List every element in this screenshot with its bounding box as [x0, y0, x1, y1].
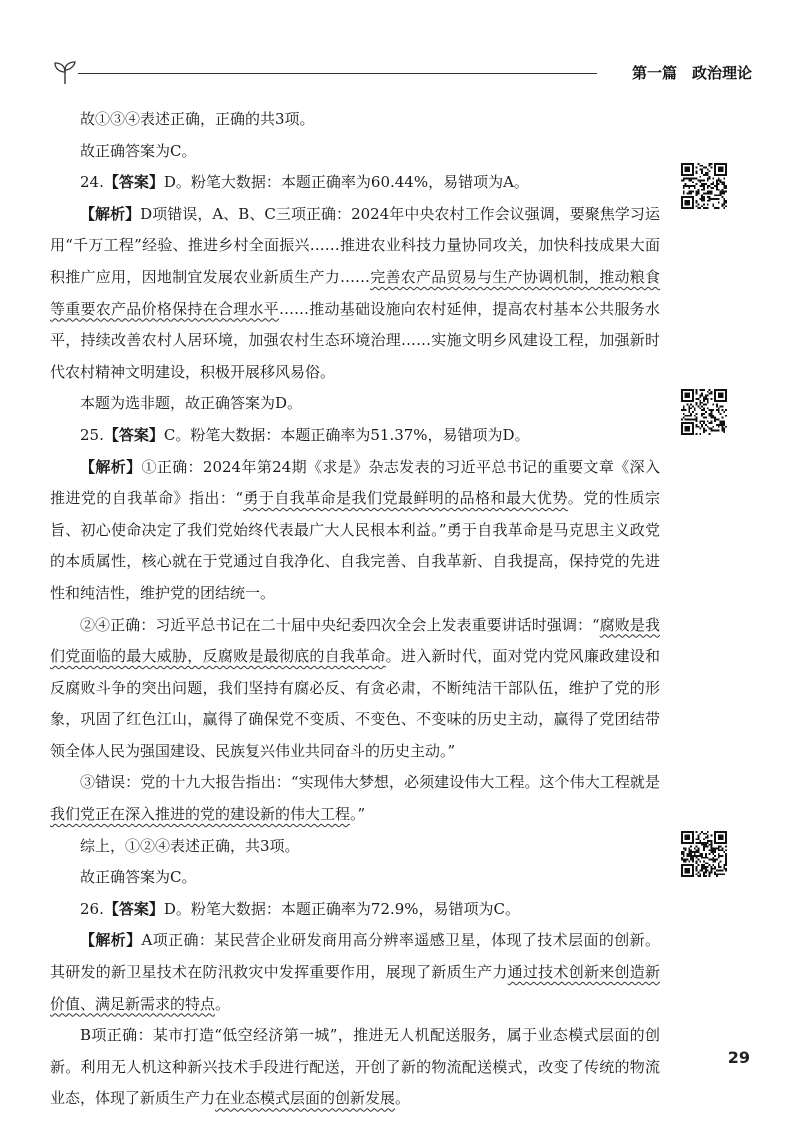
paragraph: 故正确答案为C。 — [80, 868, 197, 887]
paragraph: 故正确答案为C。 — [80, 141, 197, 160]
page-body — [50, 104, 660, 1115]
analysis-26-part2: B项正确：某市打造“低空经济第一城”，推进无人机配送服务，属于业态模式层面的创新。利用无人机这种新兴技术手段进行配送，开创了新的物流配送模式，改变了传统的物流业态，体现了新质生产力在业态模式层面的创新发展。 — [50, 1026, 660, 1108]
header-rule — [78, 73, 597, 74]
answer-24: 24.【答案】D。粉笔大数据：本题正确率为60.44%，易错项为A。 — [80, 173, 529, 192]
analysis-26: 【解析】A项正确：某民营企业研发商用高分辨率遥感卫星，体现了技术层面的创新。其研发的新卫星技术在防汛救灾中发挥重要作用，展现了新质生产力通过技术创新来创造新价值、满足新需求的特点。 — [50, 931, 660, 1013]
paragraph: 故①③④表述正确，正确的共3项。 — [80, 110, 315, 128]
page-header — [52, 60, 752, 90]
analysis-25: 【解析】①正确：2024年第24期《求是》杂志发表的习近平总书记的重要文章《深入推进党的自我革命》指出：“勇于自我革命是我们党最鲜明的品格和最大优势。党的性质宗旨、初心使命决定了我们党始终代表最广大人民根本利益。”勇于自我革命是马克思主义政党的本质属性，核心就在于党通过自我净化、自我完善、自我革新、自我提高，保持党的先进性和纯洁性，维护党的团结统一。 — [50, 457, 660, 602]
page-number: 29 — [727, 1048, 750, 1067]
qr-code-icon[interactable] — [681, 163, 727, 209]
paragraph: 综上，①②④表述正确，共3项。 — [80, 836, 300, 855]
qr-code-icon[interactable] — [681, 831, 727, 877]
answer-26: 26.【答案】D。粉笔大数据：本题正确率为72.9%，易错项为C。 — [80, 899, 521, 918]
answer-25: 25.【答案】C。粉笔大数据：本题正确率为51.37%，易错项为D。 — [80, 425, 530, 444]
paragraph: 本题为选非题，故正确答案为D。 — [80, 394, 303, 413]
analysis-25-part2: ②④正确：习近平总书记在二十届中央纪委四次全会上发表重要讲话时强调：“腐败是我们党面临的最大威胁，反腐败是最彻底的自我革命。进入新时代，面对党内党风廉政建设和反腐败斗争的突出问题，我们坚持有腐必反、有贪必肃，不断纯洁干部队伍，维护了党的形象，巩固了红色江山，赢得了确保党不变质、不变色、不变味的历史主动，赢得了党团结带领全体人民为强国建设、民族复兴伟业共同奋斗的历史主动。” — [50, 615, 660, 760]
analysis-25-part3: ③错误：党的十九大报告指出：“实现伟大梦想，必须建设伟大工程。这个伟大工程就是我们党正在深入推进的党的建设新的伟大工程。” — [50, 773, 660, 824]
sprout-icon — [52, 60, 78, 86]
qr-code-icon[interactable] — [681, 389, 727, 435]
section-title: 第一篇 政治理论 — [631, 64, 752, 82]
analysis-24: 【解析】D项错误，A、B、C三项正确：2024年中央农村工作会议强调，要聚焦学习运用“千万工程”经验、推进乡村全面振兴……推进农业科技力量协同攻关，加快科技成果大面积推广应用，因地制宜发展农业新质生产力……完善农产品贸易与生产协调机制，推动粮食等重要农产品价格保持在合理水平……推动基础设施向农村延伸，提高农村基本公共服务水平，持续改善农村人居环境，加强农村生态环境治理……实施文明乡风建设工程，加强新时代农村精神文明建设，积极开展移风易俗。 — [50, 204, 660, 381]
